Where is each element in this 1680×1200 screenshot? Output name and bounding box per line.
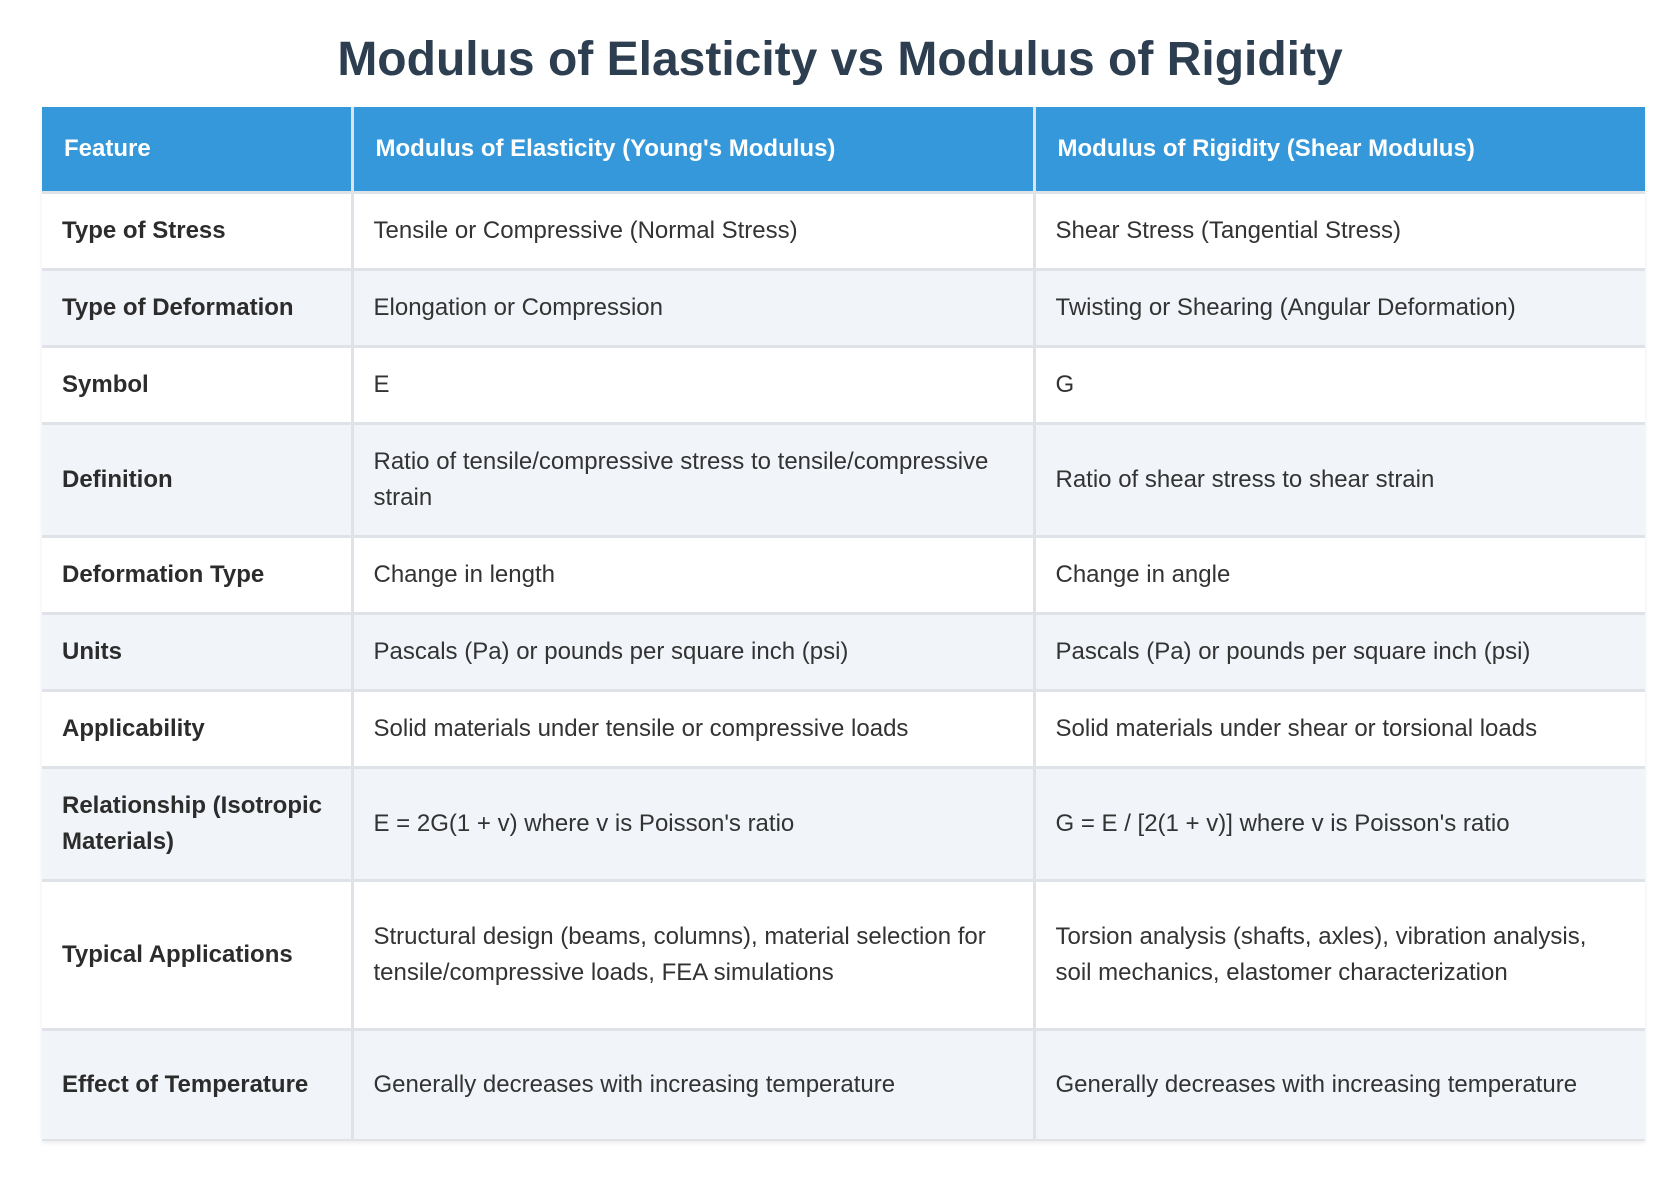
rigidity-cell: Generally decreases with increasing temperature: [1034, 1030, 1645, 1140]
feature-cell: Type of Deformation: [42, 270, 352, 347]
rigidity-cell: Change in angle: [1034, 537, 1645, 614]
elasticity-cell: Generally decreases with increasing temperature: [352, 1030, 1034, 1140]
elasticity-cell: E: [352, 347, 1034, 424]
comparison-table: [42, 107, 1645, 1141]
header-row: [42, 107, 1645, 193]
feature-cell: Typical Applications: [42, 881, 352, 1030]
elasticity-cell: Change in length: [352, 537, 1034, 614]
table-row: [42, 270, 1645, 347]
feature-cell: Deformation Type: [42, 537, 352, 614]
feature-cell: Relationship (Isotropic Materials): [42, 768, 352, 881]
table-row: [42, 537, 1645, 614]
table-row: [42, 691, 1645, 768]
table-header: [42, 107, 1645, 193]
elasticity-cell: E = 2G(1 + v) where v is Poisson's ratio: [352, 768, 1034, 881]
table-row: [42, 1030, 1645, 1140]
rigidity-cell: G = E / [2(1 + v)] where v is Poisson's ratio: [1034, 768, 1645, 881]
elasticity-cell: Elongation or Compression: [352, 270, 1034, 347]
comparison-table-container: [42, 107, 1645, 1141]
rigidity-cell: Ratio of shear stress to shear strain: [1034, 424, 1645, 537]
header-feature: Feature: [42, 107, 352, 193]
table-row: [42, 614, 1645, 691]
table-row: [42, 347, 1645, 424]
elasticity-cell: Structural design (beams, columns), material selection for tensile/compressive loads, FEA simulations: [352, 881, 1034, 1030]
header-modulus-of-rigidity: Modulus of Rigidity (Shear Modulus): [1034, 107, 1645, 193]
table-row: [42, 424, 1645, 537]
table-row: [42, 768, 1645, 881]
header-modulus-of-elasticity: Modulus of Elasticity (Young's Modulus): [352, 107, 1034, 193]
rigidity-cell: Torsion analysis (shafts, axles), vibration analysis, soil mechanics, elastomer characterization: [1034, 881, 1645, 1030]
rigidity-cell: Shear Stress (Tangential Stress): [1034, 193, 1645, 270]
table-body: [42, 193, 1645, 1140]
elasticity-cell: Pascals (Pa) or pounds per square inch (psi): [352, 614, 1034, 691]
rigidity-cell: Solid materials under shear or torsional loads: [1034, 691, 1645, 768]
feature-cell: Definition: [42, 424, 352, 537]
page-title: Modulus of Elasticity vs Modulus of Rigidity: [337, 33, 1343, 86]
feature-cell: Applicability: [42, 691, 352, 768]
feature-cell: Units: [42, 614, 352, 691]
elasticity-cell: Tensile or Compressive (Normal Stress): [352, 193, 1034, 270]
elasticity-cell: Ratio of tensile/compressive stress to tensile/compressive strain: [352, 424, 1034, 537]
elasticity-cell: Solid materials under tensile or compressive loads: [352, 691, 1034, 768]
rigidity-cell: G: [1034, 347, 1645, 424]
feature-cell: Type of Stress: [42, 193, 352, 270]
rigidity-cell: Pascals (Pa) or pounds per square inch (psi): [1034, 614, 1645, 691]
table-row: [42, 881, 1645, 1030]
feature-cell: Symbol: [42, 347, 352, 424]
table-row: [42, 193, 1645, 270]
feature-cell: Effect of Temperature: [42, 1030, 352, 1140]
rigidity-cell: Twisting or Shearing (Angular Deformation): [1034, 270, 1645, 347]
